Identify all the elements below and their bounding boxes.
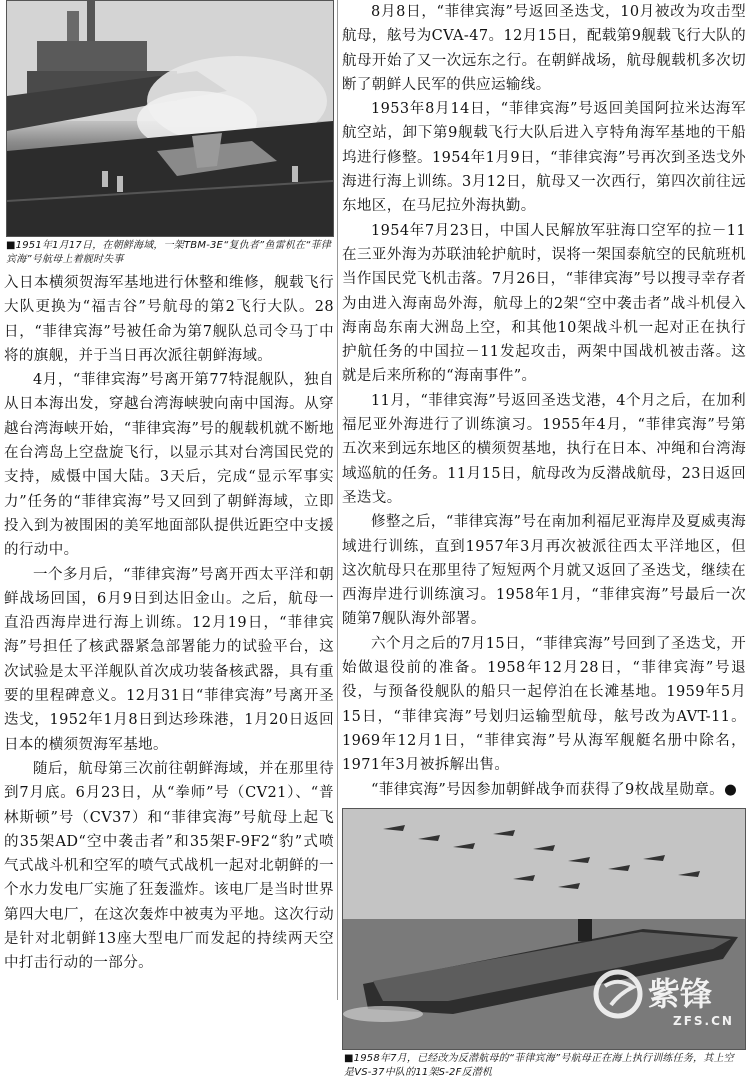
- caption-text: 1951年1月17日，在朝鲜海域，一架TBM-3E“复仇者”鱼雷机在“菲律宾海”号航母上着舰时失事: [6, 240, 332, 265]
- carrier-crash-illustration: [7, 1, 333, 236]
- caption-text: 1958年7月，已经改为反潜航母的“菲律宾海”号航母正在海上执行训练任务，其上空是VS-37中队的11架S-2F反潜机: [344, 1052, 734, 1078]
- watermark-brand: 紫锋: [648, 974, 713, 1013]
- paragraph: 8月8日，“菲律宾海”号返回圣迭戈，10月被改为攻击型航母，舷号为CVA-47。12月15日，配载第9舰载飞行大队的航母开始了又一次远东之行。在朝鲜战场，航母舰载机多次切断了朝鲜人民军的供应运输线。: [342, 4, 746, 93]
- paragraph: 修整之后，“菲律宾海”号在南加利福尼亚海岸及夏威夷海域进行训练，直到1957年3月再次被派往西太平洋地区，但这次航母只在那里待了短短两个月就又返回了圣迭戈，继续在西海岸进行训练演习。1958年1月，“菲律宾海”号最后一次随第7舰队海外部署。: [342, 514, 746, 628]
- paragraph: 1953年8月14日，“菲律宾海”号返回美国阿拉米达海军航空站，卸下第9舰载飞行大队后进入亨特角海军基地的干船坞进行修整。1954年1月9日，“菲律宾海”号再次到圣迭戈外海进行海上训练。3月12日，航母又一次西行，第四次前往远东地区，在马尼拉外海执勤。: [342, 101, 746, 215]
- paragraph: 入日本横须贺海军基地进行休整和维修，舰载飞行大队更换为“福吉谷”号航母的第2飞行大队。28日，“菲律宾海”号被任命为第7舰队总司令马丁中将的旗舰，并于当日再次派往朝鲜海域。: [4, 275, 334, 364]
- caption-square-mark: ■: [344, 1052, 354, 1064]
- right-column: [342, 0, 746, 1084]
- photo-caption-bottom: [344, 1052, 744, 1080]
- paragraph-text: “菲律宾海”号因参加朝鲜战争而获得了9枚战星勋章。: [371, 781, 725, 798]
- column-divider: [337, 0, 338, 1000]
- paragraph: 11月，“菲律宾海”号返回圣迭戈港，4个月之后，在加利福尼亚外海进行了训练演习。1955年4月，“菲律宾海”号第五次来到远东地区的横须贺基地，执行在日本、冲绳和台湾海域巡航的任务。11月15日，航母改为反潜战航母，23日返回圣迭戈。: [342, 392, 746, 506]
- photo-carrier-crash: [6, 0, 334, 237]
- photo-carrier-at-sea: [342, 808, 746, 1050]
- end-mark-icon: ●: [724, 781, 738, 798]
- paragraph: 随后，航母第三次前往朝鲜海域，并在那里待到7月底。6月23日，从“拳师”号（CV21）、“普林斯顿”号（CV37）和“菲律宾海”号航母上起飞的35架AD“空中袭击者”和35架F-9F2“豹”式喷气式战斗机和空军的喷气式战机一起对北朝鲜的一个水力发电厂实施了狂轰滥炸。该电厂是当时世界第四大电厂，在这次轰炸中被夷为平地。这次行动是针对北朝鲜13座大型电厂而发起的持续两天空中打击行动的一部分。: [4, 760, 334, 972]
- paragraph: 4月，“菲律宾海”号离开第77特混舰队，独自从日本海出发，穿越台湾海峡驶向南中国海。从穿越台湾海峡开始，“菲律宾海”号的舰载机就不断地在台湾岛上空盘旋飞行，以显示其对台湾国民党的支持，威慑中国大陆。3天后，完成“显示军事实力”任务的“菲律宾海”号又回到了朝鲜海域，立即投入到为被围困的美军地面部队提供近距空中支援的行动中。: [4, 372, 334, 559]
- caption-square-mark: ■: [6, 240, 16, 251]
- paragraph: 一个多月后，“菲律宾海”号离开西太平洋和朝鲜战场回国，6月9日到达旧金山。之后，航母一直沿西海岸进行海上训练。12月19日，“菲律宾海”号担任了核武器紧急部署能力的试验平台，这次试验是太平洋舰队首次成功装备核武器，具有重要的里程碑意义。12月31日“菲律宾海”号离开圣迭戈，1952年1月8日到达珍珠港，1月20日返回日本的横须贺海军基地。: [4, 566, 334, 753]
- left-column: [4, 0, 334, 976]
- paragraph-last: [342, 778, 746, 802]
- watermark-url: ZFS.CN: [673, 1013, 734, 1028]
- paragraph: 1954年7月23日，中国人民解放军驻海口空军的拉－11在三亚外海为苏联油轮护航时，误将一架国泰航空的民航班机当作国民党飞机击落。7月26日，“菲律宾海”号以搜寻幸存者为由进入海南岛外海，航母上的2架“空中袭击者”战斗机侵入海南岛东南大洲岛上空，和其他10架战斗机一起对正在执行护航任务的中国拉－11发起攻击，两架中国战机被击落。这就是后来所称的“海南事件”。: [342, 222, 746, 385]
- photo-caption-top: [6, 239, 332, 267]
- paragraph: 六个月之后的7月15日，“菲律宾海”号回到了圣迭戈，开始做退役前的准备。1958年12月28日，“菲律宾海”号退役，与预备役舰队的船只一起停泊在长滩基地。1959年5月15日，“菲律宾海”号划归运输型航母，舷号改为AVT-11。1969年12月1日，“菲律宾海”号从海军舰艇名册中除名，1971年3月被拆解出售。: [342, 635, 746, 774]
